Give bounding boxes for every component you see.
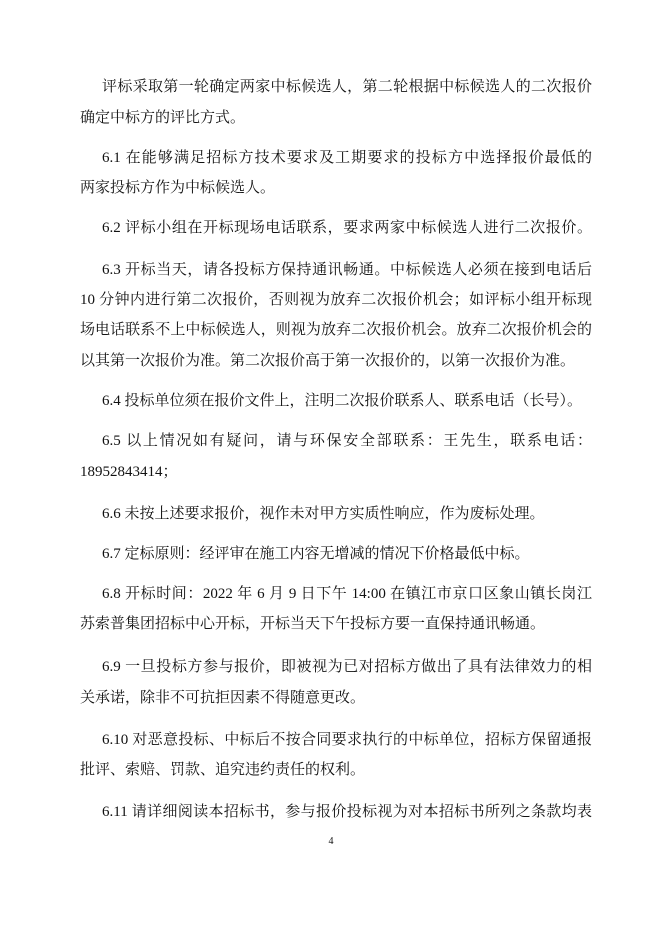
paragraph-line: 10 分钟内进行第二次报价，否则视为放弃二次报价机会；如评标小组开标现: [80, 292, 592, 308]
paragraph-line: 关承诺，除非不可抗拒因素不得随意更改。: [80, 690, 366, 706]
paragraph-line: 6.7 定标原则：经评审在施工内容无增减的情况下价格最低中标。: [102, 546, 530, 562]
paragraph-line: 6.10 对恶意投标、中标后不按合同要求执行的中标单位，招标方保留通报: [102, 732, 592, 748]
paragraph-line: 6.2 评标小组在开标现场电话联系，要求两家中标候选人进行二次报价。: [102, 220, 592, 236]
page-number: 4: [328, 836, 334, 847]
paragraph-line: 6.5 以上情况如有疑问，请与环保安全部联系：王先生，联系电话：: [102, 433, 592, 449]
paragraph-line: 6.3 开标当天，请各投标方保持通讯畅通。中标候选人必须在接到电话后: [102, 262, 592, 278]
paragraph-line: 6.9 一旦投标方参与报价，即被视为已对招标方做出了具有法律效力的相: [102, 659, 592, 675]
paragraph-line: 苏索普集团招标中心开标，开标当天下午投标方要一直保持通讯畅通。: [80, 616, 546, 632]
paragraph-line: 以其第一次报价为准。第二次报价高于第一次报价的，以第一次报价为准。: [80, 353, 576, 369]
paragraph-line: 6.8 开标时间：2022 年 6 月 9 日下午 14:00 在镇江市京口区象山镇长岗江: [102, 586, 592, 602]
paragraph-line: 6.4 投标单位须在报价文件上，注明二次报价联系人、联系电话（长号）。: [102, 393, 583, 409]
paragraph-line: 场电话联系不上中标候选人，则视为放弃二次报价机会。放弃二次报价机会的: [80, 322, 592, 338]
paragraph-line: 评标采取第一轮确定两家中标候选人，第二轮根据中标候选人的二次报价: [102, 79, 592, 95]
paragraph-line: 两家投标方作为中标候选人。: [80, 180, 276, 196]
paragraph-line: 6.11 请详细阅读本招标书，参与报价投标视为对本招标书所列之条款均表: [102, 804, 592, 820]
paragraph-line: 6.1 在能够满足招标方技术要求及工期要求的投标方中选择报价最低的: [102, 150, 592, 166]
phone-number: 18952843414；: [80, 464, 178, 480]
paragraph-line: 确定中标方的评比方式。: [80, 110, 246, 126]
paragraph-line: 6.6 未按上述要求报价，视作未对甲方实质性响应，作为废标处理。: [102, 506, 545, 522]
paragraph-line: 批评、索赔、罚款、追究违约责任的权利。: [80, 762, 366, 778]
